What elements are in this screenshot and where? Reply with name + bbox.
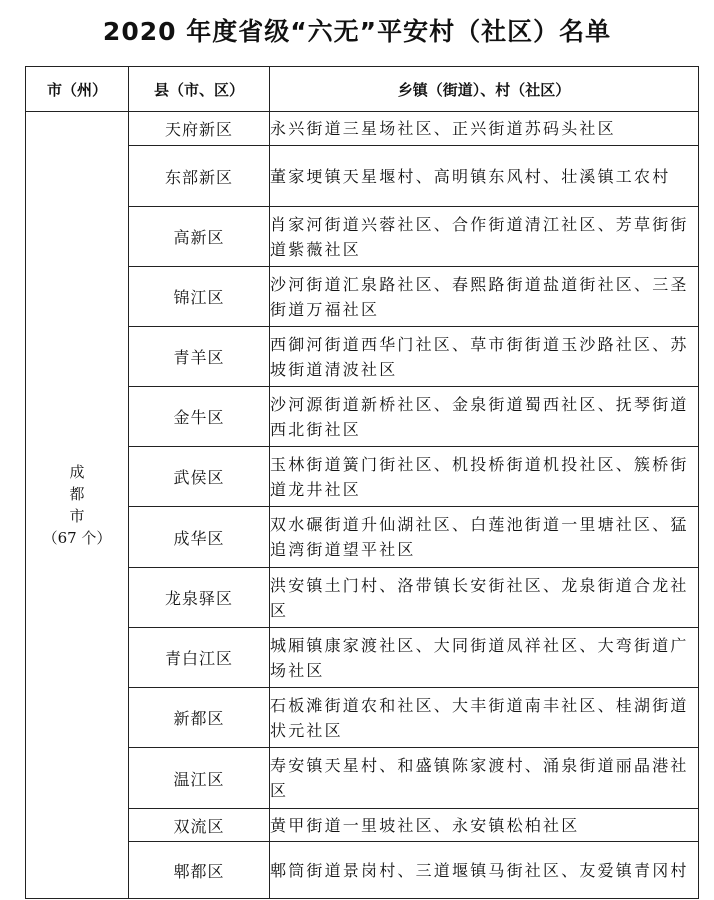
- units-cell: 城厢镇康家渡社区、大同街道凤祥社区、大弯街道广场社区: [270, 628, 699, 688]
- units-cell: 沙河源街道新桥社区、金泉街道蜀西社区、抚琴街道西北街社区: [270, 387, 699, 447]
- units-cell: 董家埂镇天星堰村、高明镇东风村、壮溪镇工农村: [270, 146, 699, 207]
- county-cell: 青白江区: [129, 628, 270, 688]
- county-cell: 新都区: [129, 688, 270, 748]
- roster-body: [26, 112, 699, 899]
- units-cell: 肖家河街道兴蓉社区、合作街道清江社区、芳草街街道紫薇社区: [270, 207, 699, 267]
- city-count: （67 个）: [42, 529, 112, 547]
- roster-table: [25, 66, 699, 899]
- header-row: [26, 67, 699, 112]
- units-cell: 沙河街道汇泉路社区、春熙路街道盐道街社区、三圣街道万福社区: [270, 267, 699, 327]
- units-cell: 洪安镇土门村、洛带镇长安街社区、龙泉街道合龙社区: [270, 568, 699, 628]
- page-title: 2020 年度省级“六无”平安村（社区）名单: [102, 17, 612, 46]
- county-cell: 东部新区: [129, 146, 270, 207]
- county-cell: 成华区: [129, 507, 270, 568]
- county-cell: 武侯区: [129, 447, 270, 507]
- county-cell: 双流区: [129, 809, 270, 842]
- header-county: 县（市、区）: [129, 67, 270, 112]
- units-cell: 西御河街道西华门社区、草市街街道玉沙路社区、苏坡街道清波社区: [270, 327, 699, 387]
- city-cell: [26, 112, 129, 899]
- city-name: 成都市: [69, 463, 85, 525]
- county-cell: 青羊区: [129, 327, 270, 387]
- units-cell: 永兴街道三星场社区、正兴街道苏码头社区: [270, 112, 699, 146]
- units-cell: 玉林街道簧门街社区、机投桥街道机投社区、簇桥街道龙井社区: [270, 447, 699, 507]
- units-cell: 寿安镇天星村、和盛镇陈家渡村、涌泉街道丽晶港社区: [270, 748, 699, 809]
- header-units: 乡镇（街道）、村（社区）: [270, 67, 699, 112]
- county-cell: 高新区: [129, 207, 270, 267]
- header-city: 市（州）: [26, 67, 129, 112]
- county-cell: 天府新区: [129, 112, 270, 146]
- county-cell: 郫都区: [129, 842, 270, 899]
- units-cell: 郫筒街道景岗村、三道堰镇马街社区、友爱镇青冈村: [270, 842, 699, 899]
- units-cell: 黄甲街道一里坡社区、永安镇松柏社区: [270, 809, 699, 842]
- units-cell: 石板滩街道农和社区、大丰街道南丰社区、桂湖街道状元社区: [270, 688, 699, 748]
- units-cell: 双水碾街道升仙湖社区、白莲池街道一里塘社区、猛追湾街道望平社区: [270, 507, 699, 568]
- county-cell: 温江区: [129, 748, 270, 809]
- table-row: [26, 112, 699, 146]
- county-cell: 龙泉驿区: [129, 568, 270, 628]
- county-cell: 金牛区: [129, 387, 270, 447]
- county-cell: 锦江区: [129, 267, 270, 327]
